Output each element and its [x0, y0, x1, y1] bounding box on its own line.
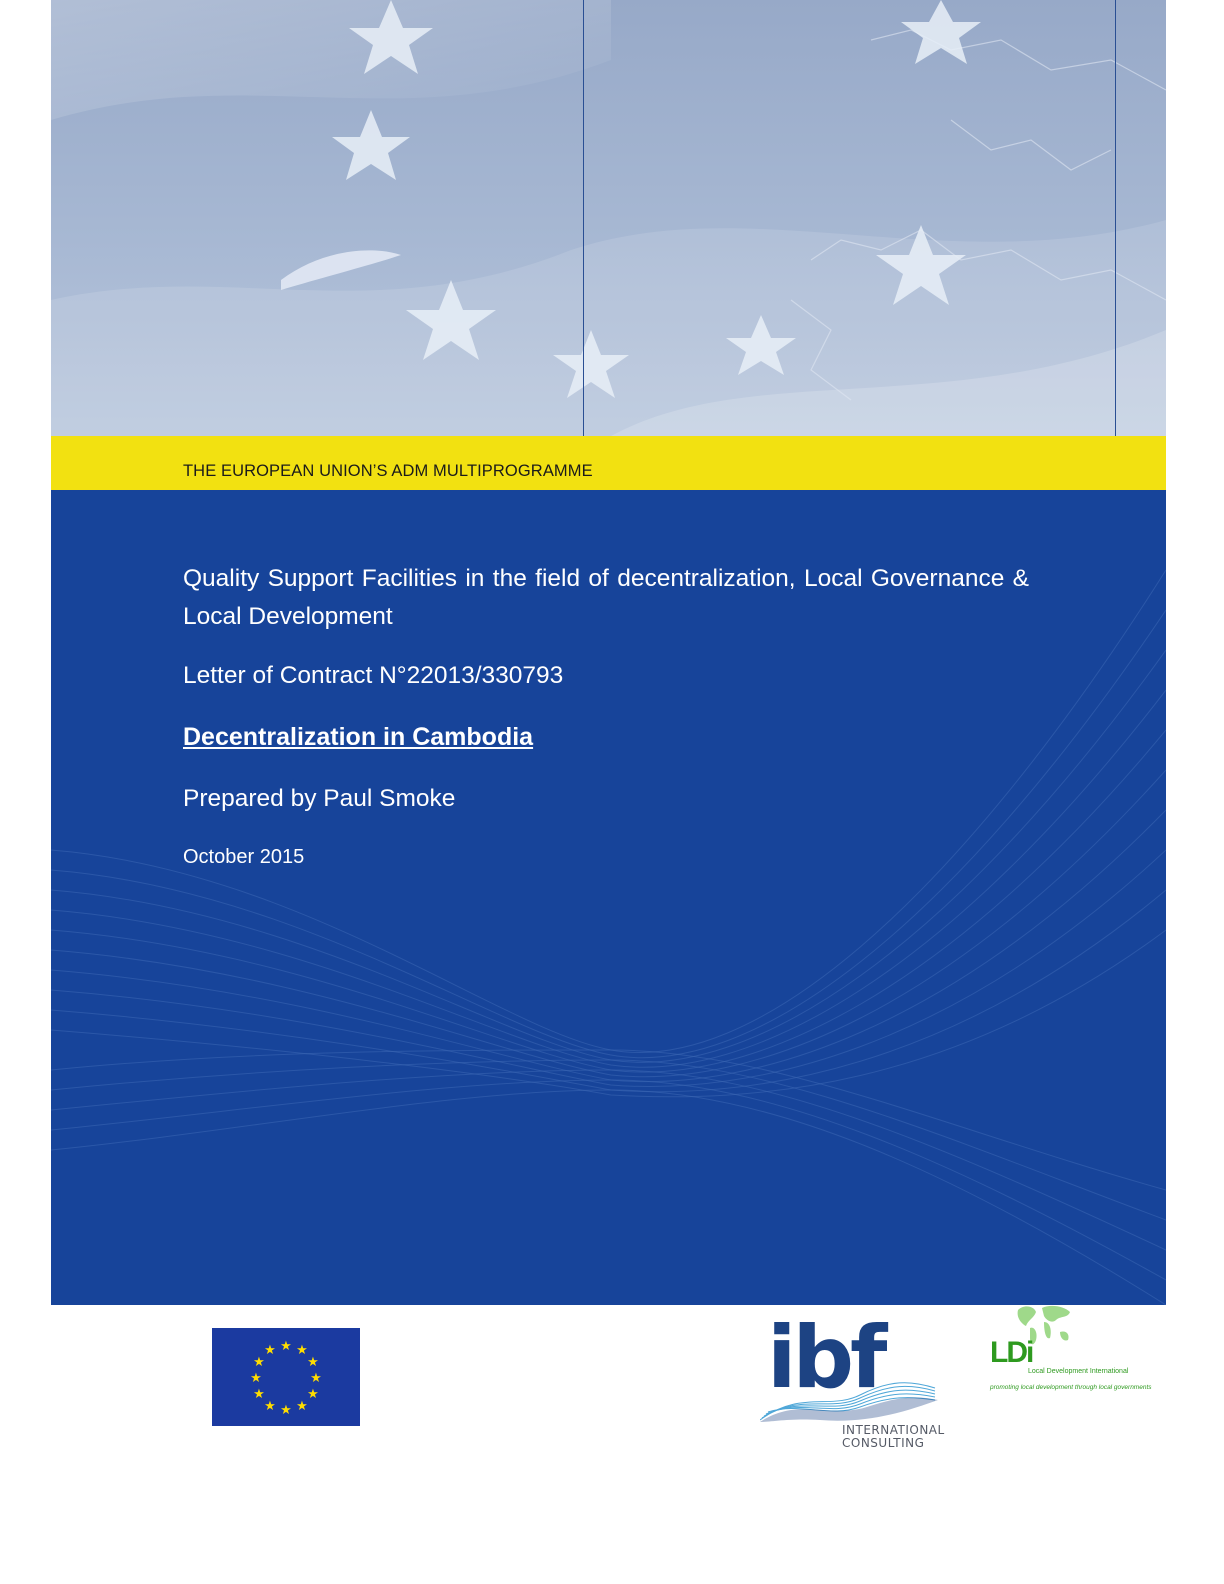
publication-date: October 2015 — [183, 846, 305, 868]
ibf-caption-line2: CONSULTING — [842, 1436, 925, 1450]
programme-label: THE EUROPEAN UNION’S ADM MULTIPROGRAMME — [183, 462, 593, 480]
svg-text:★: ★ — [253, 1386, 265, 1401]
svg-text:★: ★ — [310, 1370, 322, 1385]
svg-text:★: ★ — [307, 1354, 319, 1369]
ibf-wordmark: ibf — [767, 1308, 884, 1408]
ldi-logo — [986, 1302, 1152, 1397]
ibf-caption-line1: INTERNATIONAL — [842, 1423, 945, 1437]
ibf-logo — [760, 1308, 950, 1455]
svg-text:★: ★ — [250, 1370, 262, 1385]
ibf-caption — [842, 1424, 945, 1450]
svg-text:★: ★ — [280, 1338, 292, 1353]
hero-divider — [1115, 0, 1116, 436]
eu-stars-icon — [212, 1328, 360, 1426]
contract-number: Letter of Contract N°22013/330793 — [183, 662, 564, 689]
ibf-swoosh-icon — [760, 1360, 940, 1430]
svg-text:★: ★ — [307, 1386, 319, 1401]
project-subject: Quality Support Facilities in the field of decentralization, Local Governance & Local Development — [183, 565, 1029, 630]
svg-text:★: ★ — [264, 1398, 276, 1413]
hero-image — [51, 0, 1166, 436]
svg-text:★: ★ — [264, 1342, 276, 1357]
ldi-wordmark: LDi — [990, 1336, 1033, 1369]
svg-text:★: ★ — [253, 1354, 265, 1369]
svg-text:★: ★ — [280, 1402, 292, 1417]
svg-text:★: ★ — [296, 1398, 308, 1413]
ldi-organization-name: Local Development International — [1028, 1368, 1129, 1375]
cover-panel — [51, 490, 1166, 1305]
hero-divider — [583, 0, 584, 436]
ldi-tagline: promoting local development through local governments — [990, 1384, 1152, 1391]
eu-flag-logo — [212, 1328, 360, 1426]
svg-text:★: ★ — [296, 1342, 308, 1357]
programme-band — [51, 436, 1166, 490]
eu-flag-photo — [51, 0, 1166, 436]
author-line: Prepared by Paul Smoke — [183, 785, 456, 812]
document-title: Decentralization in Cambodia — [183, 723, 534, 751]
